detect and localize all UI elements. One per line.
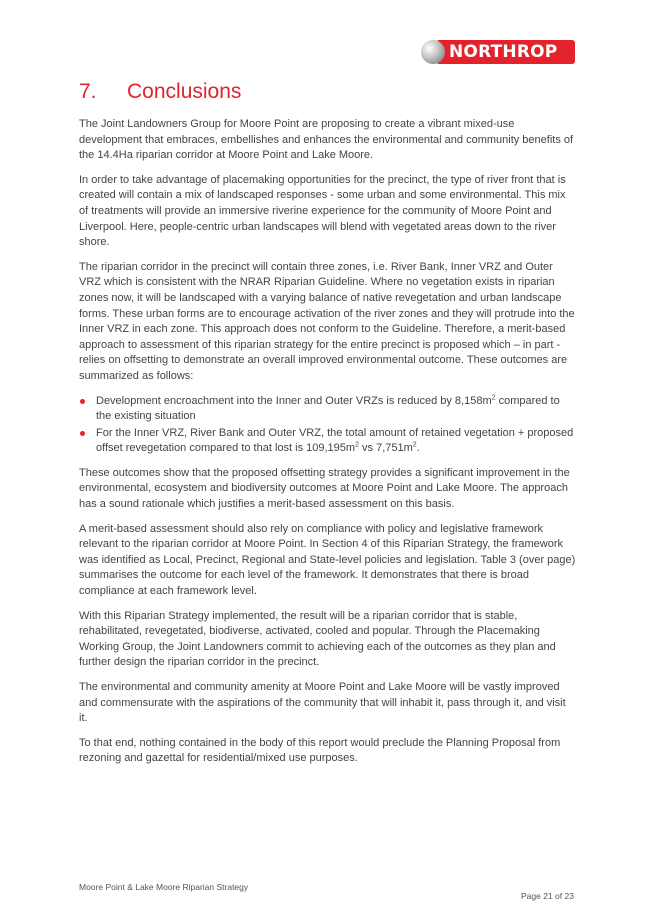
logo-text: NORTHROP	[449, 42, 558, 62]
paragraph-intro: The Joint Landowners Group for Moore Point are proposing to create a vibrant mixed-use development that embraces, embellishes and enhances the environmental and community benefits of the 14.4Ha riparian corridor at Moore Point and Lake Moore.	[79, 118, 574, 162]
outcomes-list	[79, 394, 576, 457]
northrop-logo	[421, 38, 575, 66]
bullet-icon	[80, 399, 85, 404]
paragraph-merit-assessment: A merit-based assessment should also rely on compliance with policy and legislative framework relevant to the riparian corridor at Moore Point. In Section 4 of this Riparian Strategy, the framework was identified as Local, Precinct, Regional and State-level policies and legislation. Table 3 (over page) summarises the outcome for each level of the framework. It demonstrates that there is broad compliance at each framework level.	[79, 522, 576, 598]
footer-document-title: Moore Point & Lake Moore Riparian Strategy	[79, 882, 249, 892]
section-title: Conclusions	[127, 80, 242, 103]
paragraph-riparian-zones: The riparian corridor in the precinct will contain three zones, i.e. River Bank, Inner VRZ and Outer VRZ which is consistent with the NRAR Riparian Guideline. Where no vegetation exists in riparian zones now, it will be landscaped with a varying balance of native revegetation and urban landscape forms. These urban forms are to encourage activation of the river zones and they will protrude into the Inner VRZ in each zone. This approach does not conform to the Guideline. Therefore, a merit-based approach to assessment of this riparian strategy for the entire precinct is proposed which – in part - relies on offsetting to demonstrate an overall improved environmental outcome. These outcomes are summarized as follows:	[79, 260, 575, 382]
paragraph-conclusion: To that end, nothing contained in the body of this report would preclude the Planning Proposal from rezoning and gazettal for residential/mixed use purposes.	[79, 736, 561, 765]
list-item: For the Inner VRZ, River Bank and Outer VRZ, the total amount of retained vegetation + proposed offset revegetation compared to that lost is $109,195m^2$ vs $7,751m^2$.	[79, 426, 576, 457]
bullet-icon	[80, 431, 85, 436]
logo-sphere-icon	[421, 40, 445, 64]
section-heading	[79, 79, 241, 105]
list-item: Development encroachment into the Inner and Outer VRZs is reduced by $8,158m^2$ compared to the existing situation	[79, 394, 576, 425]
paragraph-strategy-result: With this Riparian Strategy implemented, the result will be a riparian corridor that is stable, rehabilitated, revegetated, biodiverse, activated, cooled and popular. Through the Placemaking Working Group, the Joint Landowners commit to achieving each of the outcomes as they plan and further design the riparian corridor in the precinct.	[79, 609, 556, 669]
section-number: 7.	[79, 80, 97, 103]
footer-page-number: Page 21 of 23	[521, 891, 574, 901]
paragraph-amenity: The environmental and community amenity at Moore Point and Lake Moore will be vastly improved and commensurate with the aspirations of the community that will inhabit it, pass through it, and visit it.	[79, 681, 566, 725]
paragraph-placemaking: In order to take advantage of placemaking opportunities for the precinct, the type of river front that is created will contain a mix of landscaped responses - some urban and some environmental. This mix of treatments will provide an immersive riverine experience for the community of Moore Point and Liverpool. Here, people-centric urban landscapes will blend with vegetated areas down to the river shore.	[79, 173, 566, 249]
body-content	[79, 117, 576, 776]
paragraph-offsetting: These outcomes show that the proposed offsetting strategy provides a significant improvement in the environmental, ecosystem and biodiversity outcomes at Moore Point and Lake Moore. The approach has a sound rationale which justifies a merit-based assessment on this basis.	[79, 466, 570, 511]
